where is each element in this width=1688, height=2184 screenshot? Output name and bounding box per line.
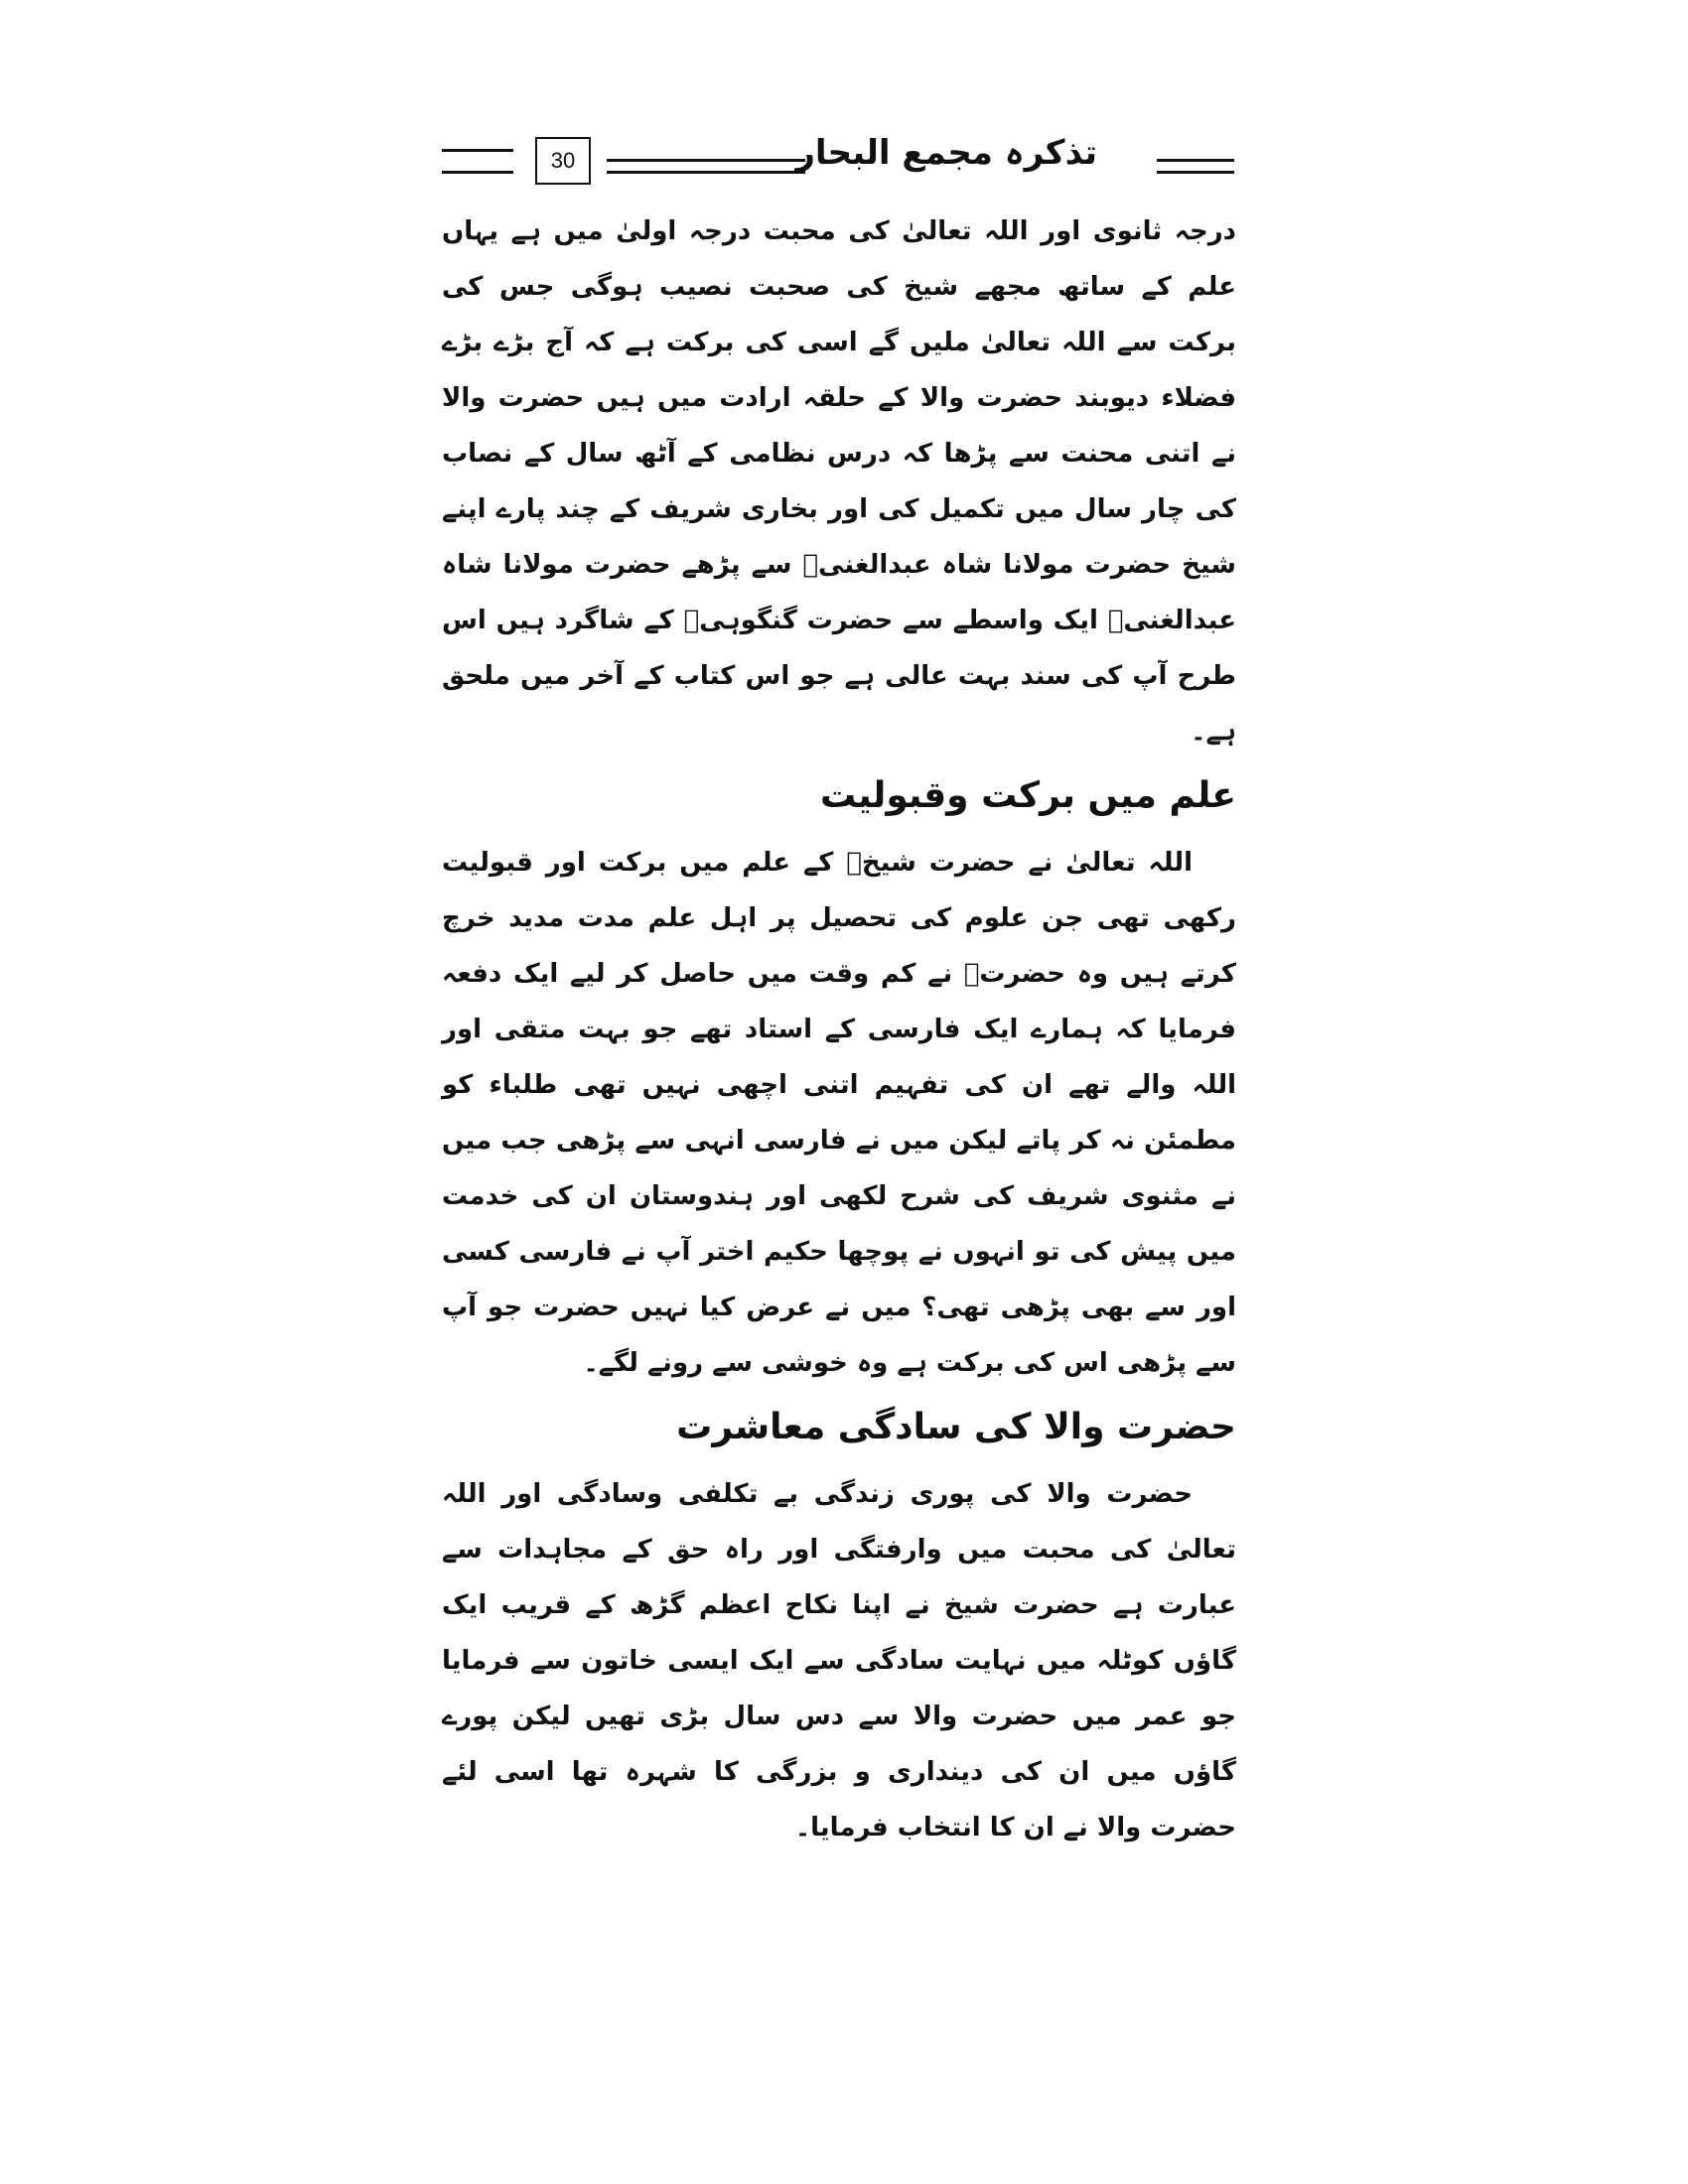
- header-rule-left-top: [442, 149, 513, 152]
- section-heading-barakat: علم میں برکت وقبولیت: [820, 775, 1236, 816]
- intro-paragraph: درجہ ثانوی اور اللہ تعالیٰ کی محبت درجہ اولیٰ میں ہے یہاں علم کے ساتھ مجھے شیخ کی صحبت نصیب ہوگی جس کی برکت سے اللہ تعالیٰ ملیں گے اسی کی برکت ہے کہ آج بڑے بڑے فضلاء دیوبند حضرت والا کے حلقہ ارادت میں ہیں حضرت والا نے اتنی محنت سے پڑھا کہ درس نظامی کے آٹھ سال کے نصاب کی چار سال میں تکمیل کی اور بخاری شریف کے چند پارے اپنے شیخ حضرت مولانا شاہ عبدالغنیؒ سے پڑھے حضرت مولانا شاہ عبدالغنیؒ ایک واسطے سے حضرت گنگوہیؒ کے شاگرد ہیں اس طرح آپ کی سند بہت عالی ہے جو اس کتاب کے آخر میں ملحق ہے۔: [442, 216, 1236, 747]
- section-heading-simplicity: حضرت والا کی سادگی معاشرت: [676, 1407, 1236, 1447]
- header-rule-left-bottom: [442, 171, 513, 174]
- page-header: [442, 129, 1236, 199]
- page-body: [442, 204, 1236, 1855]
- header-rule-right-top: [1157, 159, 1234, 162]
- page-number: 30: [535, 137, 591, 185]
- simplicity-paragraph: حضرت والا کی پوری زندگی بے تکلفی وسادگی اور اللہ تعالیٰ کی محبت میں وارفتگی اور راہ حق کے مجاہدات سے عبارت ہے حضرت شیخ نے اپنا نکاح اعظم گڑھ کے قریب ایک گاؤں کوٹلہ میں نہایت سادگی سے ایک ایسی خاتون سے فرمایا جو عمر میں حضرت والا سے دس سال بڑی تھیں لیکن پورے گاؤں میں ان کی دینداری و بزرگی کا شہرہ تھا اسی لئے حضرت والا نے ان کا انتخاب فرمایا۔: [442, 1479, 1236, 1843]
- book-title: تذکرہ مجمع البحار: [795, 133, 1097, 173]
- barakat-paragraph: اللہ تعالیٰ نے حضرت شیخؒ کے علم میں برکت اور قبولیت رکھی تھی جن علوم کی تحصیل پر اہل علم مدت مدید خرچ کرتے ہیں وہ حضرتؒ نے کم وقت میں حاصل کر لیے ایک دفعہ فرمایا کہ ہمارے ایک فارسی کے استاد تھے جو بہت متقی اور اللہ والے تھے ان کی تفہیم اتنی اچھی نہیں تھی طلباء کو مطمئن نہ کر پاتے لیکن میں نے فارسی انہی سے پڑھی جب میں نے مثنوی شریف کی شرح لکھی اور ہندوستان ان کی خدمت میں پیش کی تو انہوں نے پوچھا حکیم اختر آپ نے فارسی کسی اور سے بھی پڑھی تھی؟ میں نے عرض کیا نہیں حضرت جو آپ سے پڑھی اس کی برکت ہے وہ خوشی سے رونے لگے۔: [442, 848, 1236, 1378]
- header-rule-right-bottom: [1157, 171, 1234, 174]
